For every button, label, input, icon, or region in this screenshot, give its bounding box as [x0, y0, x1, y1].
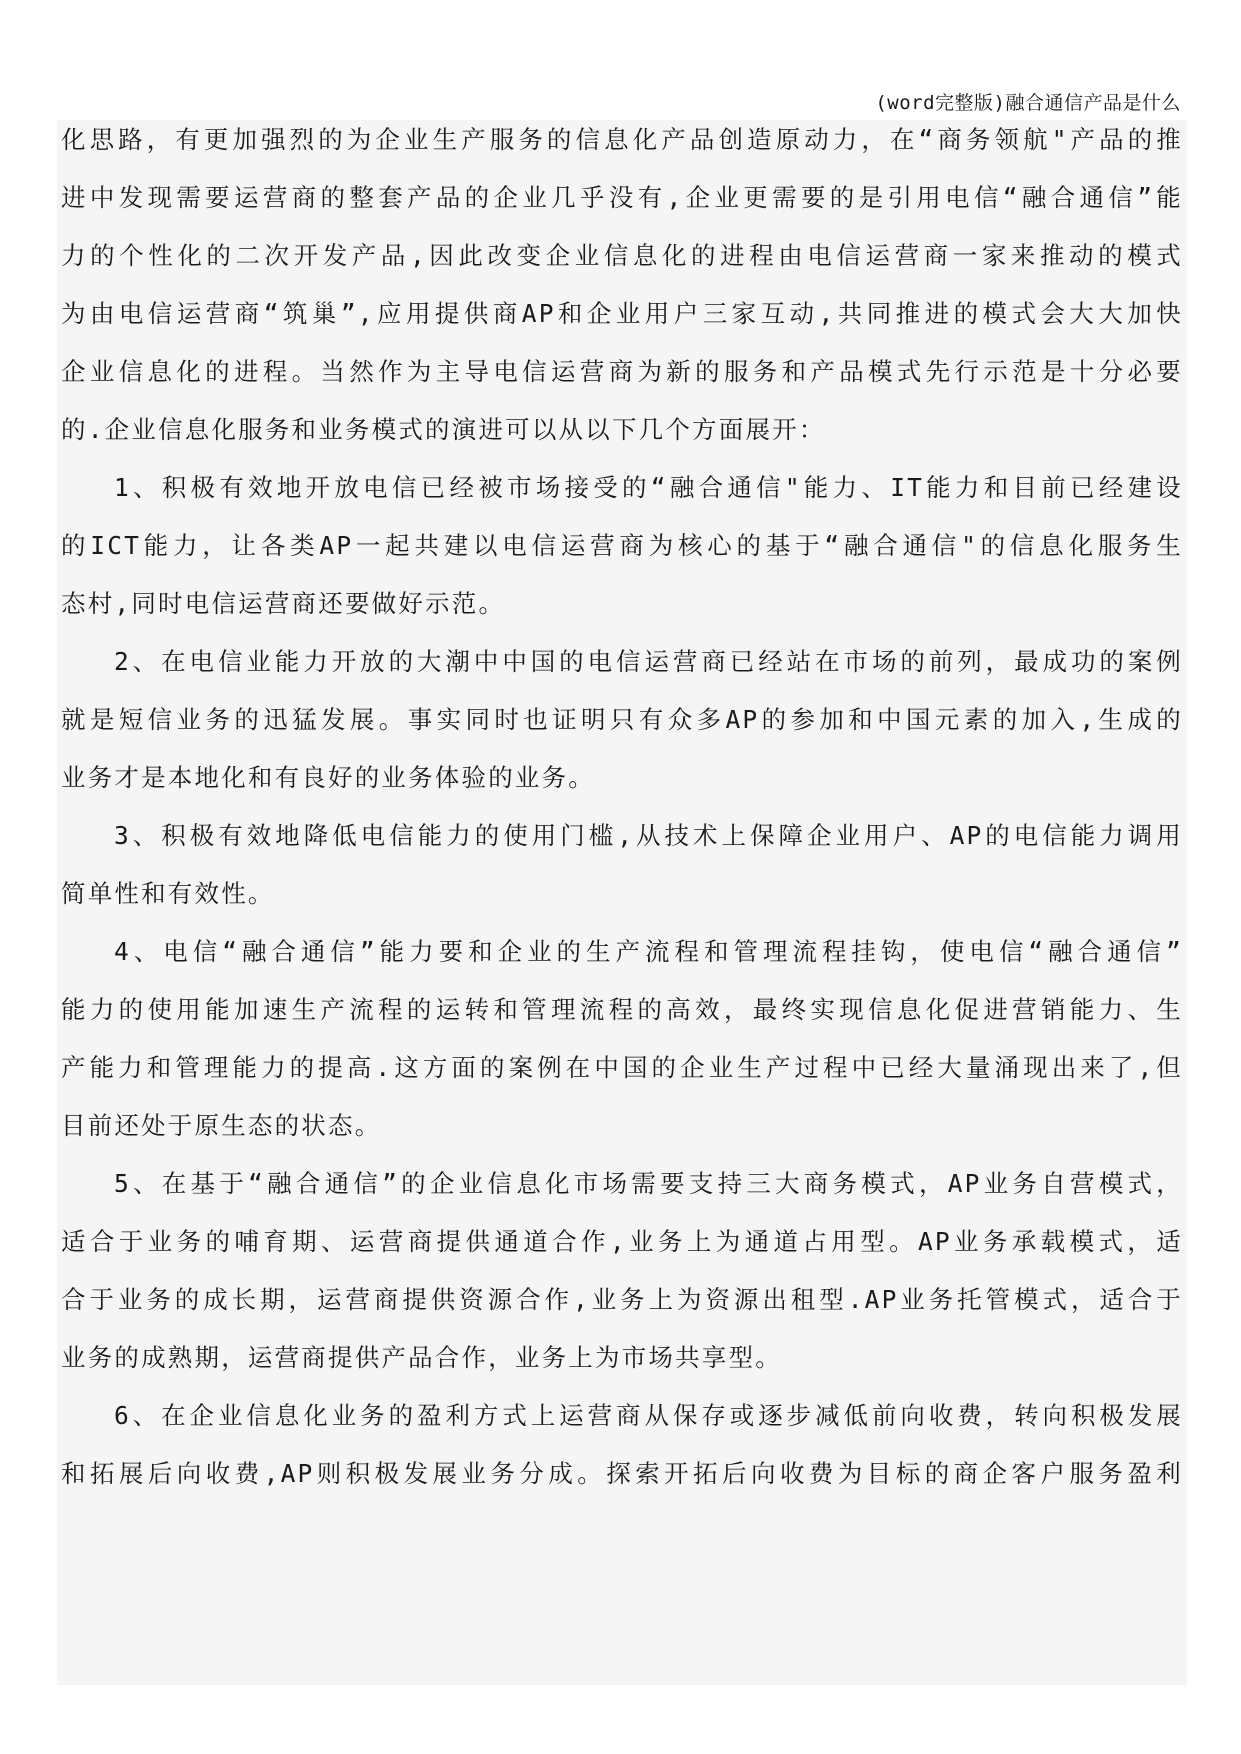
list-item-5: 5、在基于“融合通信”的企业信息化市场需要支持三大商务模式，AP业务自营模式， [114, 1169, 1183, 1198]
text-line: 适合于业务的哺育期、运营商提供通道合作,业务上为通道占用型。AP业务承载模式，适 [61, 1227, 1183, 1256]
text-line: 就是短信业务的迅猛发展。事实同时也证明只有众多AP的参加和中国元素的加入,生成的 [61, 705, 1183, 734]
text-line: 企业信息化的进程。当然作为主导电信运营商为新的服务和产品模式先行示范是十分必要 [61, 357, 1183, 386]
page-header-title: (word完整版)融合通信产品是什么 [875, 92, 1181, 114]
text-line: 能力的使用能加速生产流程的运转和管理流程的高效，最终实现信息化促进营销能力、生 [61, 995, 1183, 1024]
text-line: 合于业务的成长期，运营商提供资源合作,业务上为资源出租型.AP业务托管模式，适合于 [61, 1285, 1183, 1314]
text-line: 为由电信运营商“筑巢”,应用提供商AP和企业用户三家互动,共同推进的模式会大大加快 [61, 299, 1183, 328]
text-line: 力的个性化的二次开发产品,因此改变企业信息化的进程由电信运营商一家来推动的模式 [61, 241, 1183, 270]
text-line: 和拓展后向收费,AP则积极发展业务分成。探索开拓后向收费为目标的商企客户服务盈利 [61, 1459, 1183, 1488]
list-item-1: 1、积极有效地开放电信已经被市场接受的“融合通信"能力、IT能力和目前已经建设 [114, 473, 1183, 502]
text-line: 目前还处于原生态的状态。 [61, 1111, 382, 1140]
text-line: 的.企业信息化服务和业务模式的演进可以从以下几个方面展开： [61, 415, 826, 444]
text-line: 的ICT能力，让各类AP一起共建以电信运营商为核心的基于“融合通信"的信息化服务生 [61, 531, 1183, 560]
text-line: 态村,同时电信运营商还要做好示范。 [61, 589, 506, 618]
list-item-4: 4、电信“融合通信”能力要和企业的生产流程和管理流程挂钩，使电信“融合通信” [114, 937, 1183, 966]
text-line: 业务才是本地化和有良好的业务体验的业务。 [61, 763, 595, 792]
text-line: 简单性和有效性。 [61, 879, 275, 908]
text-line: 业务的成熟期，运营商提供产品合作，业务上为市场共享型。 [61, 1343, 782, 1372]
document-body [57, 120, 1187, 1685]
list-item-6: 6、在企业信息化业务的盈利方式上运营商从保存或逐步减低前向收费，转向积极发展 [114, 1401, 1183, 1430]
list-item-2: 2、在电信业能力开放的大潮中中国的电信运营商已经站在市场的前列，最成功的案例 [114, 647, 1183, 676]
text-line: 产能力和管理能力的提高.这方面的案例在中国的企业生产过程中已经大量涌现出来了,但 [61, 1053, 1183, 1082]
list-item-3: 3、积极有效地降低电信能力的使用门槛,从技术上保障企业用户、AP的电信能力调用 [114, 821, 1183, 850]
text-line: 进中发现需要运营商的整套产品的企业几乎没有,企业更需要的是引用电信“融合通信”能 [61, 183, 1183, 212]
text-line: 化思路，有更加强烈的为企业生产服务的信息化产品创造原动力，在“商务领航"产品的推 [61, 125, 1183, 154]
